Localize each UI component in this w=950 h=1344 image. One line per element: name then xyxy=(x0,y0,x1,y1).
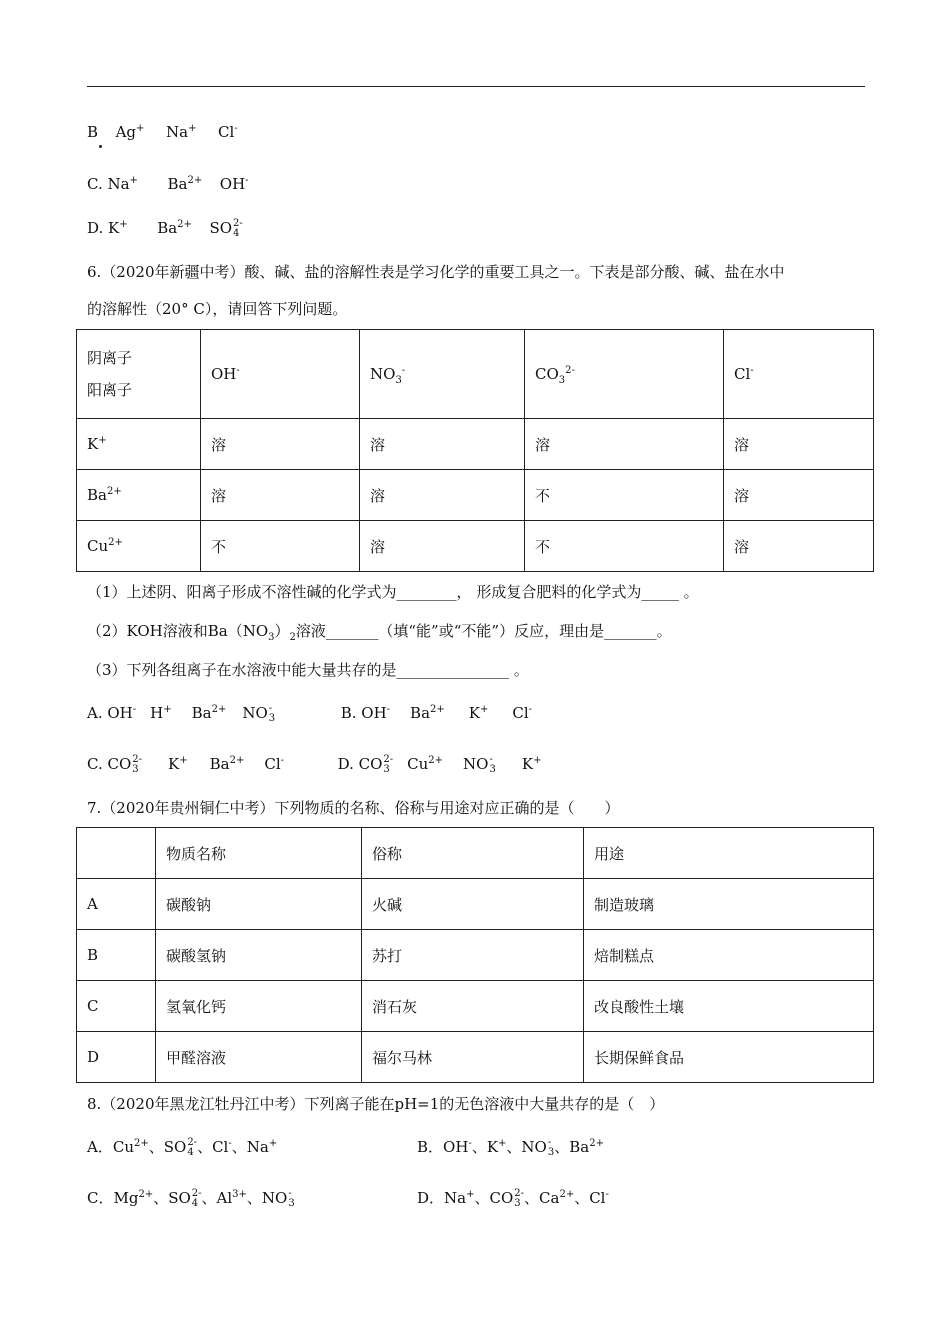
name-cell: 碳酸氢钠 xyxy=(156,930,362,981)
header-cell: 用途 xyxy=(584,828,874,879)
solubility-cell: 溶 xyxy=(360,521,525,572)
anion-label: 阴离子 xyxy=(87,349,133,367)
table-row xyxy=(77,470,874,521)
q5-option-b: B Ag+ Na+ Cl- xyxy=(87,123,238,141)
option-cell: D xyxy=(77,1032,156,1083)
solubility-cell: 不 xyxy=(525,470,724,521)
common-name-cell: 火碱 xyxy=(362,879,584,930)
use-cell: 制造玻璃 xyxy=(584,879,874,930)
solubility-cell: 溶 xyxy=(360,419,525,470)
substance-table xyxy=(76,827,874,1083)
option-cell: C xyxy=(77,981,156,1032)
common-name-cell: 福尔马林 xyxy=(362,1032,584,1083)
table-row xyxy=(77,521,874,572)
q8-option-d: D．Na+、CO 2- 3 、$Ca^{2+}$、Cl- xyxy=(417,1188,609,1209)
emphasis-dot xyxy=(99,145,102,148)
anion-header: $NO_3^-$ xyxy=(360,330,525,419)
solubility-cell: 不 xyxy=(525,521,724,572)
option-cell: A xyxy=(77,879,156,930)
use-cell: 长期保鲜食品 xyxy=(584,1032,874,1083)
table-header-row xyxy=(77,828,874,879)
q8-option-b: B．OH-、K+、NO - 3 、$Ba^{2+}$ xyxy=(417,1137,604,1158)
solubility-cell: 溶 xyxy=(201,470,360,521)
cation-cell: K+ xyxy=(77,419,201,470)
q8-option-a: A．$Cu^{2+}$、SO 2- 4 、Cl-、Na+ xyxy=(87,1137,278,1158)
solubility-table xyxy=(76,329,874,572)
table-row xyxy=(77,930,874,981)
q6-options-ab: A. OH- H+ $Ba^{2+}$ NO - 3 B. OH- $Ba^{2+}$ K+ Cl- xyxy=(87,703,533,724)
header-cell xyxy=(77,828,156,879)
solubility-cell: 溶 xyxy=(724,470,874,521)
use-cell: 焙制糕点 xyxy=(584,930,874,981)
cation-label: 阳离子 xyxy=(87,381,133,399)
name-cell: 氢氧化钙 xyxy=(156,981,362,1032)
solubility-cell: 溶 xyxy=(525,419,724,470)
table-row xyxy=(77,981,874,1032)
header-cell: 物质名称 xyxy=(156,828,362,879)
q6-options-cd: C. CO 2- 3 K+ $Ba^{2+}$ Cl- D. CO 2- 3 $Cu^{2+}$ NO - 3 K+ xyxy=(87,754,542,775)
name-cell: 碳酸钠 xyxy=(156,879,362,930)
solubility-cell: 溶 xyxy=(201,419,360,470)
cation-cell: $Ba^{2+}$ xyxy=(77,470,201,521)
table-row xyxy=(77,419,874,470)
q8-option-c: C．$Mg^{2+}$、SO 2- 4 、$Al^{3+}$、NO - 3 xyxy=(87,1188,295,1209)
q5-option-c: C. Na+ $Ba^{2+}$ OH- xyxy=(87,175,249,193)
anion-header: $CO_3^{2-}$ xyxy=(525,330,724,419)
anion-header: Cl- xyxy=(724,330,874,419)
q6-sub2: （2）KOH溶液和$Ba(NO_3)_2$溶液_______（填“能”或“不能”）反应，理由是_______。 xyxy=(87,622,672,643)
anion-header: OH- xyxy=(201,330,360,419)
q6-stem-line1: 6.（2020年新疆中考）酸、碱、盐的溶解性表是学习化学的重要工具之一。下表是部分酸、碱、盐在水中 xyxy=(87,263,785,281)
q7-stem: 7.（2020年贵州铜仁中考）下列物质的名称、俗称与用途对应正确的是（ ） xyxy=(87,799,620,817)
use-cell: 改良酸性土壤 xyxy=(584,981,874,1032)
q5-option-d: D. K+ $Ba^{2+}$ SO 2- 4 xyxy=(87,218,243,239)
q8-stem: 8.（2020年黑龙江牡丹江中考）下列离子能在pH=1的无色溶液中大量共存的是（ ） xyxy=(87,1095,665,1113)
table-header-row xyxy=(77,330,874,419)
cation-cell: $Cu^{2+}$ xyxy=(77,521,201,572)
header-rule xyxy=(87,86,865,87)
q6-sub3: （3）下列各组离子在水溶液中能大量共存的是_______________ 。 xyxy=(87,661,529,679)
solubility-cell: 溶 xyxy=(724,419,874,470)
solubility-cell: 不 xyxy=(201,521,360,572)
common-name-cell: 苏打 xyxy=(362,930,584,981)
solubility-cell: 溶 xyxy=(724,521,874,572)
name-cell: 甲醛溶液 xyxy=(156,1032,362,1083)
solubility-cell: 溶 xyxy=(360,470,525,521)
q6-stem-line2: 的溶解性（20° C），请回答下列问题。 xyxy=(87,300,348,318)
option-cell: B xyxy=(77,930,156,981)
header-cell: 俗称 xyxy=(362,828,584,879)
q6-sub1: （1）上述阴、阳离子形成不溶性碱的化学式为________， 形成复合肥料的化学式为_____ 。 xyxy=(87,583,699,601)
table-row xyxy=(77,879,874,930)
corner-cell xyxy=(77,330,201,419)
common-name-cell: 消石灰 xyxy=(362,981,584,1032)
table-row xyxy=(77,1032,874,1083)
